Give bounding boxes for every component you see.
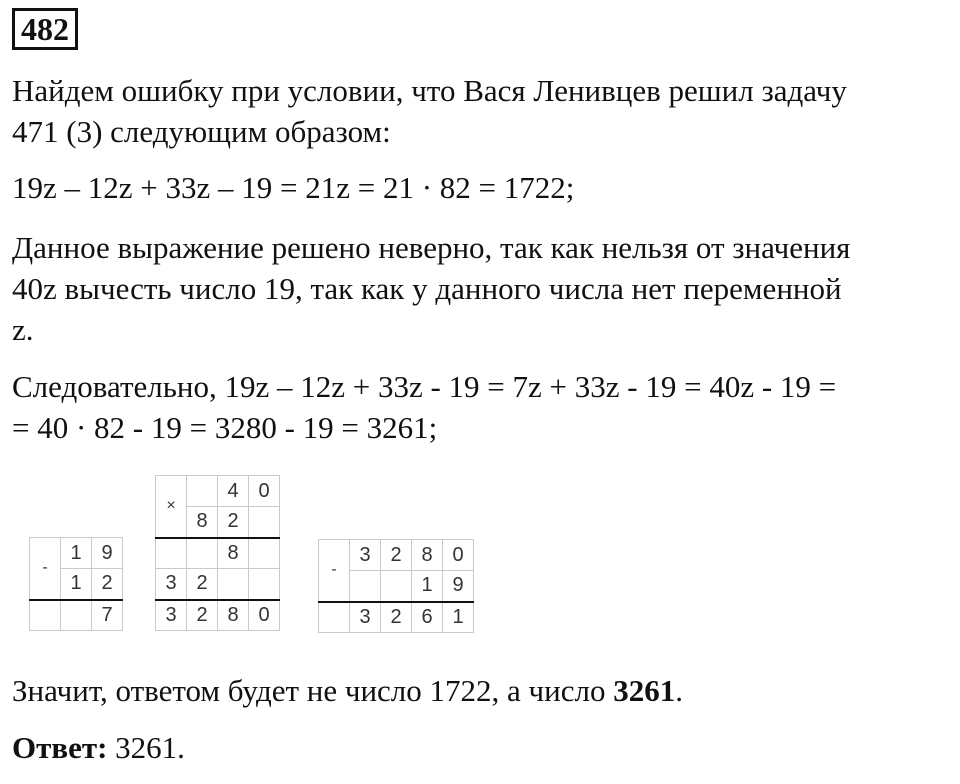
intro-line-1: Найдем ошибку при условии, что Вася Ленивцев решил задачу [12, 73, 847, 108]
digit-cell: 3 [156, 600, 187, 631]
digit-cell: 1 [443, 602, 474, 633]
column-subtraction-2 [318, 539, 474, 633]
digit-cell [218, 569, 249, 600]
digit-cell: 8 [412, 540, 443, 571]
explain-line-1: Данное выражение решено неверно, так как нельзя от значения [12, 230, 851, 265]
calc-row [156, 569, 280, 600]
digit-cell: 7 [92, 600, 123, 631]
conclusion-line [12, 670, 952, 711]
digit-cell [319, 602, 350, 633]
digit-cell: 8 [218, 600, 249, 631]
answer-label: Ответ: [12, 730, 108, 765]
digit-cell: 0 [249, 476, 280, 507]
column-multiplication [155, 475, 280, 631]
digit-cell: 0 [249, 600, 280, 631]
intro-line-2: 471 (3) следующим образом: [12, 114, 391, 149]
calc-row [156, 476, 280, 507]
column-subtraction-1 [29, 537, 123, 631]
digit-cell: 8 [187, 507, 218, 538]
digit-cell: 3 [350, 540, 381, 571]
digit-cell: 2 [381, 602, 412, 633]
conclusion-answer: 3261 [613, 673, 676, 708]
calc-row-result [319, 602, 474, 633]
explain-line-2: 40z вычесть число 19, так как у данного числа нет переменной [12, 271, 842, 306]
problem-number: 482 [12, 8, 78, 50]
answer-value: 3261. [107, 730, 185, 765]
digit-cell [187, 476, 218, 507]
digit-cell: 2 [92, 569, 123, 600]
multiply-operator: × [156, 476, 187, 538]
correct-line-2: = 40 · 82 - 19 = 3280 - 19 = 3261; [12, 410, 438, 445]
digit-cell [350, 571, 381, 602]
digit-cell [249, 507, 280, 538]
digit-cell [381, 571, 412, 602]
calc-row [30, 538, 123, 569]
digit-cell: 3 [350, 602, 381, 633]
digit-cell [156, 538, 187, 569]
digit-cell: 4 [218, 476, 249, 507]
digit-cell: 8 [218, 538, 249, 569]
calc-row-result [156, 600, 280, 631]
wrong-expression: 19z – 12z + 33z – 19 = 21z = 21 · 82 = 1722; [12, 170, 575, 205]
digit-cell [61, 600, 92, 631]
calc-row [319, 540, 474, 571]
digit-cell: 1 [412, 571, 443, 602]
digit-cell [187, 538, 218, 569]
digit-cell: 2 [187, 569, 218, 600]
digit-cell [30, 600, 61, 631]
digit-cell: 2 [187, 600, 218, 631]
digit-cell: 1 [61, 538, 92, 569]
digit-cell: 9 [92, 538, 123, 569]
calc-row [156, 538, 280, 569]
explain-line-3: z. [12, 312, 34, 347]
digit-cell [249, 569, 280, 600]
digit-cell: 9 [443, 571, 474, 602]
minus-operator: - [319, 540, 350, 602]
answer-line [12, 727, 952, 768]
digit-cell [249, 538, 280, 569]
digit-cell: 2 [381, 540, 412, 571]
digit-cell: 1 [61, 569, 92, 600]
digit-cell: 2 [218, 507, 249, 538]
conclusion-text: Значит, ответом будет не число 1722, а число [12, 673, 614, 708]
digit-cell: 3 [156, 569, 187, 600]
digit-cell: 0 [443, 540, 474, 571]
digit-cell: 6 [412, 602, 443, 633]
correct-line-1: Следовательно, 19z – 12z + 33z - 19 = 7z + 33z - 19 = 40z - 19 = [12, 369, 837, 404]
minus-operator: - [30, 538, 61, 600]
calc-row-result [30, 600, 123, 631]
conclusion-period: . [675, 673, 683, 708]
